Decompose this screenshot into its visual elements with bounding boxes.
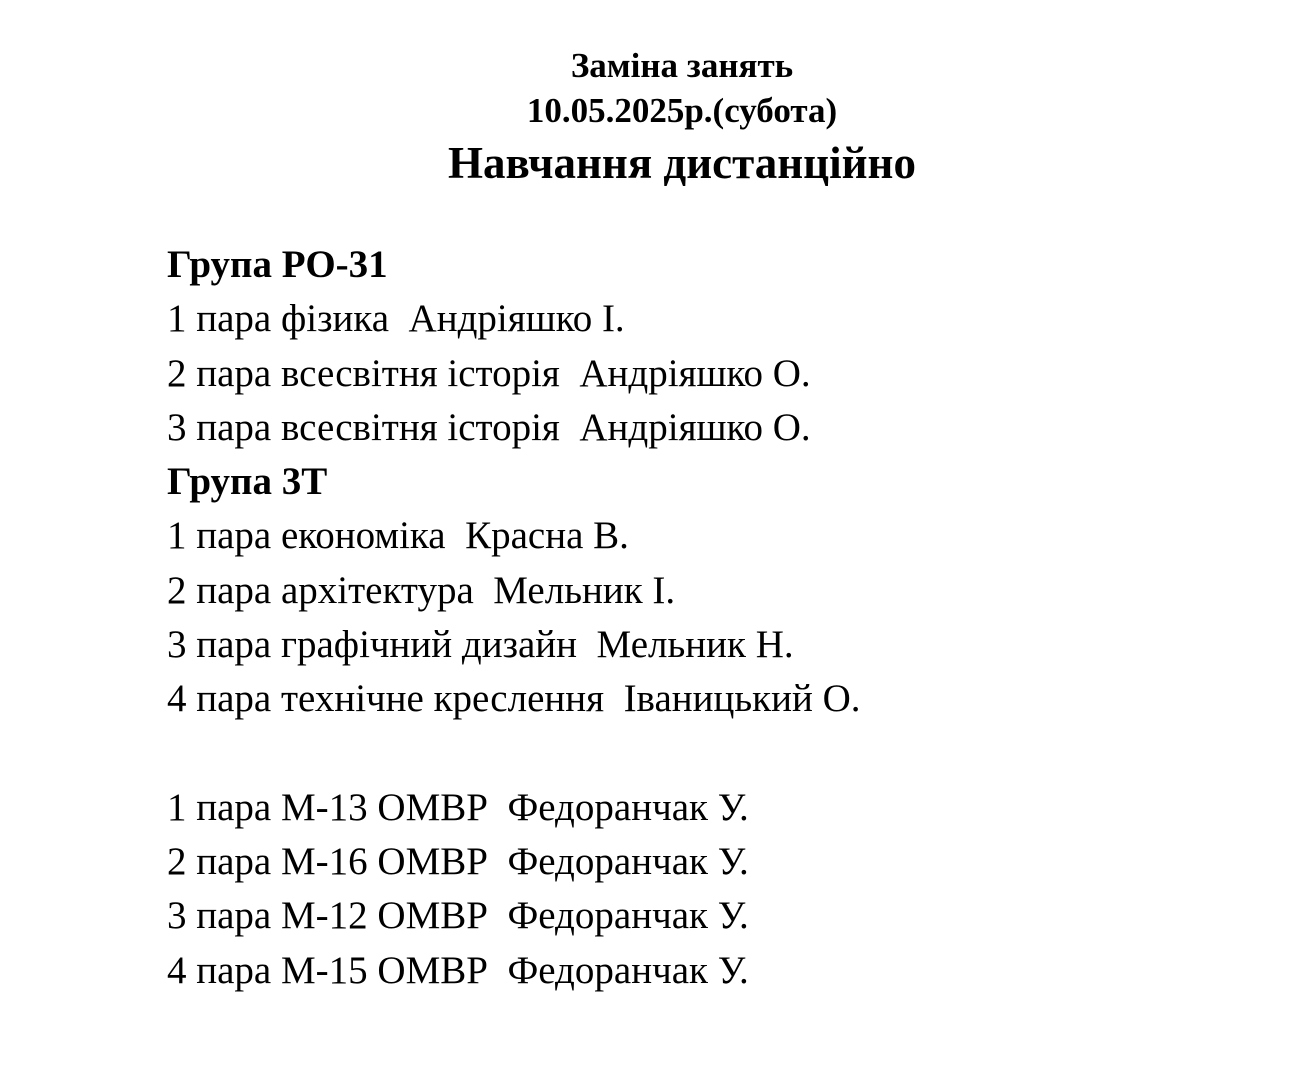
schedule-line: 1 пара М-13 ОМВР Федоранчак У. bbox=[167, 785, 749, 829]
schedule-line: 4 пара технічне креслення Іваницький О. bbox=[167, 677, 861, 721]
group-title-3t: Група 3Т bbox=[167, 460, 328, 504]
document-title: Заміна занять bbox=[570, 46, 794, 85]
schedule-line: 2 пара всесвітня історія Андріяшко О. bbox=[167, 351, 811, 395]
schedule-line: 4 пара М-15 ОМВР Федоранчак У. bbox=[167, 948, 749, 992]
schedule-line: 2 пара М-16 ОМВР Федоранчак У. bbox=[167, 839, 749, 883]
schedule-line: 1 пара економіка Красна В. bbox=[167, 514, 629, 558]
document-date: 10.05.2025р.(субота) bbox=[526, 91, 838, 130]
schedule-line: 3 пара всесвітня історія Андріяшко О. bbox=[167, 405, 811, 449]
group-title-ro31: Група РО-31 bbox=[167, 243, 388, 286]
schedule-line: 1 пара фізика Андріяшко І. bbox=[167, 297, 625, 341]
schedule-line: 2 пара архітектура Мельник І. bbox=[167, 568, 676, 612]
spacer bbox=[167, 727, 861, 781]
schedule-line: 3 пара М-12 ОМВР Федоранчак У. bbox=[167, 894, 749, 938]
study-mode-heading: Навчання дистанційно bbox=[448, 138, 916, 188]
schedule-body bbox=[167, 238, 861, 998]
schedule-line: 3 пара графічний дизайн Мельник Н. bbox=[167, 623, 794, 667]
